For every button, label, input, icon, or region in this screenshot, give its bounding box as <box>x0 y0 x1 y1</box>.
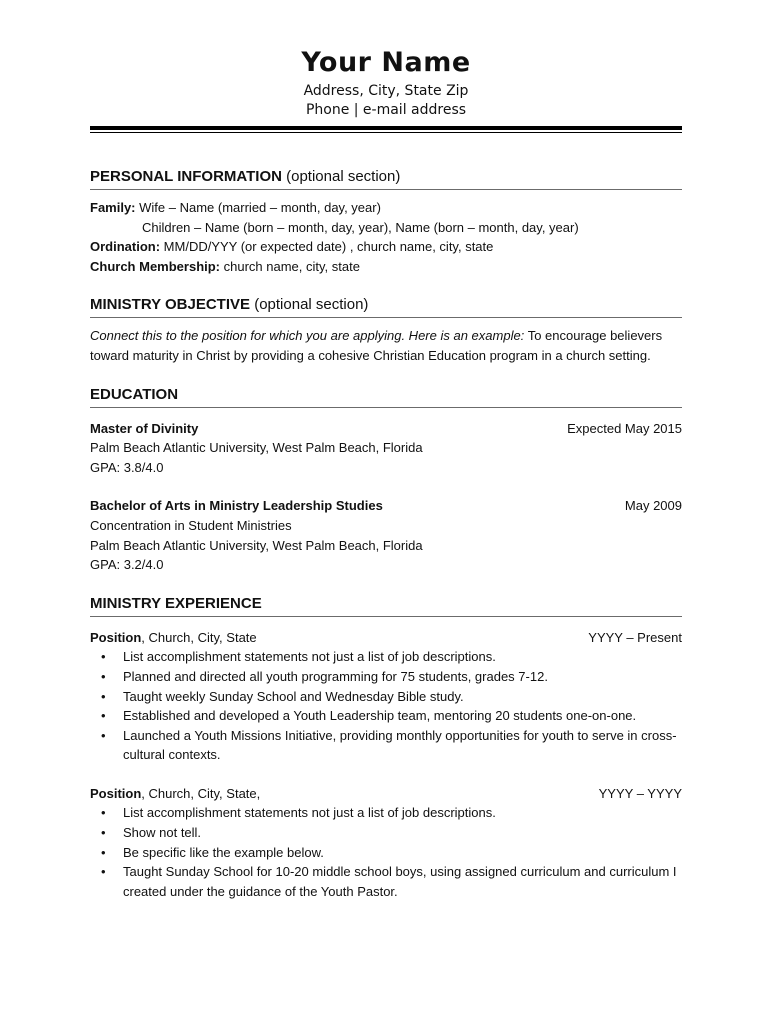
education-detail: GPA: 3.2/4.0 <box>90 557 164 573</box>
degree-title: Bachelor of Arts in Ministry Leadership Studies <box>90 498 383 514</box>
education-detail: Concentration in Student Ministries <box>90 517 292 533</box>
position-org: , Church, City, State <box>141 629 257 645</box>
position-dates: YYYY – Present <box>588 629 682 645</box>
list-item: • Taught weekly Sunday School and Wednesday Bible study. <box>90 687 682 707</box>
degree-date: May 2009 <box>624 498 682 514</box>
list-item: • Launched a Youth Missions Initiative, providing monthly opportunities for youth to serve in cross-cultural contexts. <box>90 726 682 765</box>
objective-rule <box>90 317 682 318</box>
personal-rule <box>90 189 682 190</box>
personal-section-heading <box>90 167 682 186</box>
objective-title: MINISTRY OBJECTIVE <box>90 296 251 314</box>
position-org: , Church, City, State, <box>141 785 261 801</box>
list-item: • List accomplishment statements not just a list of job descriptions. <box>90 647 682 667</box>
list-item: • Planned and directed all youth programming for 75 students, grades 7-12. <box>90 667 682 687</box>
ordination-line <box>90 237 682 257</box>
education-detail: GPA: 3.8/4.0 <box>90 459 164 475</box>
position-title: Position <box>90 785 142 801</box>
degree-title: Master of Divinity <box>90 420 199 436</box>
ordination-value: MM/DD/YYY (or expected date) , church name, city, state <box>163 239 494 255</box>
education-entry <box>90 419 682 478</box>
education-detail: Palm Beach Atlantic University, West Palm Beach, Florida <box>90 537 423 553</box>
objective-example: To encourage believers toward maturity in Christ by providing a cohesive Christian Education program in a church setting. <box>90 328 663 363</box>
list-item: • Established and developed a Youth Leadership team, mentoring 20 students one-on-one. <box>90 706 682 726</box>
education-entry-header <box>90 496 682 516</box>
list-item: • Taught Sunday School for 10-20 middle school boys, using assigned curriculum and curriculum I created under the guidance of the Youth Pastor. <box>90 862 682 901</box>
position-line <box>90 784 260 804</box>
header-rule-thin <box>90 132 682 133</box>
objective-note: (optional section) <box>254 296 369 314</box>
family-label: Family: <box>90 200 136 215</box>
objective-paragraph <box>90 326 682 365</box>
experience-section-heading <box>90 594 682 613</box>
personal-note: (optional section) <box>286 168 401 185</box>
education-title: EDUCATION <box>90 385 179 403</box>
membership-label: Church Membership: <box>90 258 221 274</box>
list-item: • Be specific like the example below. <box>90 843 682 863</box>
ordination-label: Ordination: <box>90 239 161 255</box>
education-detail: Palm Beach Atlantic University, West Palm Beach, Florida <box>90 440 423 456</box>
membership-line <box>90 257 682 277</box>
family-line <box>90 198 682 218</box>
list-item: • List accomplishment statements not just a list of job descriptions. <box>90 803 682 823</box>
address-line: Address, City, State Zip <box>303 83 469 99</box>
accomplishment-list <box>90 803 682 901</box>
experience-entry-header <box>90 784 682 804</box>
education-rule <box>90 407 682 408</box>
objective-section-heading <box>90 295 682 314</box>
contact-line: Phone | e-mail address <box>305 102 467 118</box>
membership-value: church name, city, state <box>223 258 360 274</box>
degree-date: Expected May 2015 <box>567 420 682 436</box>
header-rule-thick <box>90 126 682 130</box>
experience-entry-header <box>90 628 682 648</box>
resume-name: Your Name <box>301 47 471 78</box>
education-entry-header <box>90 419 682 439</box>
education-entry <box>90 496 682 574</box>
list-item: • Show not tell. <box>90 823 682 843</box>
experience-title: MINISTRY EXPERIENCE <box>90 594 262 612</box>
experience-entry <box>90 628 682 765</box>
education-section-heading <box>90 385 682 404</box>
experience-rule <box>90 616 682 617</box>
family-spouse: Wife – Name (married – month, day, year) <box>139 200 381 215</box>
personal-details <box>90 198 682 276</box>
position-line <box>90 628 257 648</box>
objective-instruction: Connect this to the position for which you are applying. Here is an example: <box>90 328 525 344</box>
position-dates: YYYY – YYYY <box>598 785 682 801</box>
personal-title: PERSONAL INFORMATION <box>90 168 282 185</box>
experience-entry <box>90 784 682 902</box>
position-title: Position <box>90 629 142 645</box>
resume-page <box>90 44 682 901</box>
accomplishment-list <box>90 647 682 765</box>
family-children: Children – Name (born – month, day, year), Name (born – month, day, year) <box>142 219 579 235</box>
